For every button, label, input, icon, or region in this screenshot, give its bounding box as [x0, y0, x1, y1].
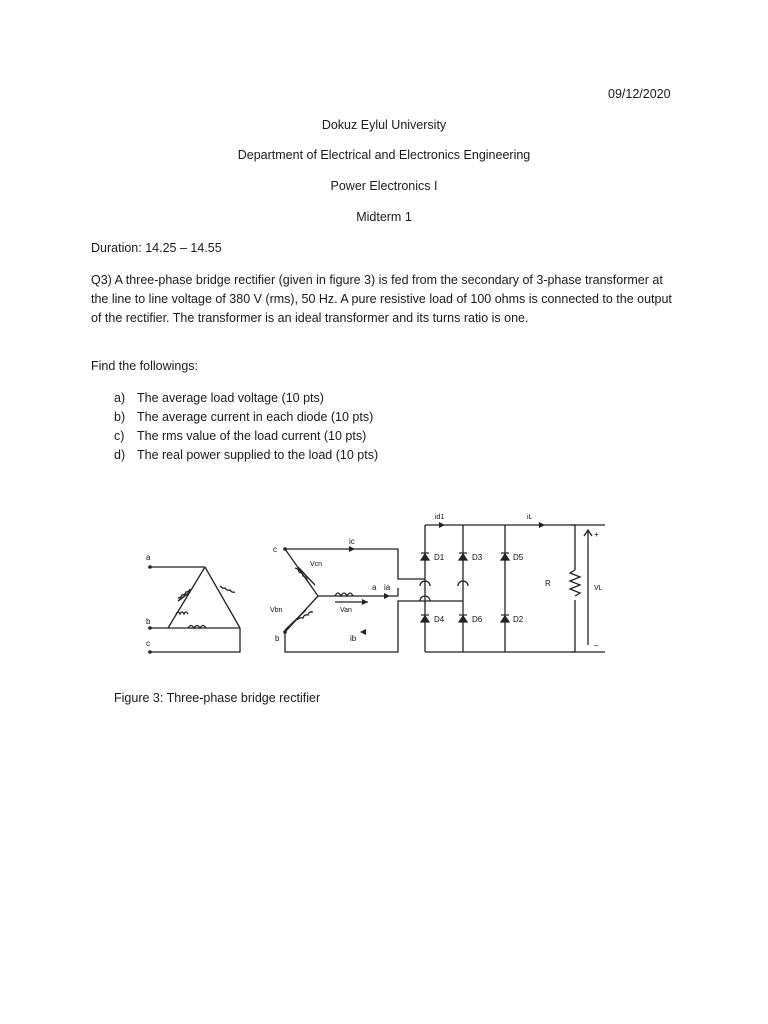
terminal-c-sec-dot — [283, 547, 287, 551]
label-d6: D6 — [472, 615, 483, 624]
diode-d1-icon — [421, 554, 429, 560]
label-ic: ic — [349, 537, 355, 546]
label-r: R — [545, 579, 551, 588]
label-d1: D1 — [434, 553, 445, 562]
label-ia: ia — [384, 583, 391, 592]
question-text: Q3) A three-phase bridge rectifier (given in figure 3) is fed from the secondary of 3-phase transformer at the line to line voltage of 380 V (rms), 50 Hz. A pure resistive load of 100 ohms is connected to the output of the rectifier. The transformer is an ideal transformer and its turns ratio is one. — [91, 273, 672, 325]
diode-d5-icon — [501, 554, 509, 560]
exam-date: 09/12/2020 — [608, 87, 671, 101]
terminal-b-dot — [148, 626, 152, 630]
label-van: Van — [340, 607, 352, 614]
item-label: b) — [114, 410, 126, 424]
label-d2: D2 — [513, 615, 524, 624]
label-vl: VL — [594, 585, 603, 592]
diode-d3-icon — [459, 554, 467, 560]
label-plus: + — [594, 530, 599, 539]
label-id1: id1 — [435, 514, 445, 521]
label-b-sec: b — [275, 634, 280, 643]
label-minus: – — [594, 641, 599, 650]
item-text: The average load voltage (10 pts) — [137, 391, 324, 405]
label-il: iL — [527, 514, 533, 521]
diode-d4-icon — [421, 616, 429, 622]
diode-d6-icon — [459, 616, 467, 622]
figure-caption: Figure 3: Three-phase bridge rectifier — [114, 691, 321, 705]
label-d4: D4 — [434, 615, 445, 624]
label-ib: ib — [350, 634, 357, 643]
course-name: Power Electronics I — [330, 179, 438, 193]
university-name: Dokuz Eylul University — [321, 118, 447, 132]
label-vbn: Vbn — [270, 607, 283, 614]
find-intro: Find the followings: — [91, 359, 199, 373]
label-d5: D5 — [513, 553, 524, 562]
label-c-sec: c — [273, 545, 277, 554]
item-label: a) — [114, 391, 126, 405]
item-text: The real power supplied to the load (10 pts) — [137, 448, 379, 462]
label-b: b — [146, 617, 151, 626]
terminal-a-dot — [148, 565, 152, 569]
item-label: d) — [114, 448, 126, 462]
exam-title: Midterm 1 — [356, 210, 412, 224]
label-vcn: Vcn — [310, 561, 323, 568]
item-text: The average current in each diode (10 pts) — [137, 410, 374, 424]
label-c: c — [146, 639, 150, 648]
label-a: a — [146, 553, 151, 562]
label-d3: D3 — [472, 553, 483, 562]
item-text: The rms value of the load current (10 pts) — [137, 429, 367, 443]
diode-d2-icon — [501, 616, 509, 622]
terminal-b-sec-dot — [283, 630, 287, 634]
exam-duration: Duration: 14.25 – 14.55 — [91, 241, 222, 255]
department-name: Department of Electrical and Electronics Engineering — [237, 148, 531, 162]
label-a-sec: a — [372, 583, 377, 592]
terminal-c-dot — [148, 650, 152, 654]
item-label: c) — [114, 429, 125, 443]
